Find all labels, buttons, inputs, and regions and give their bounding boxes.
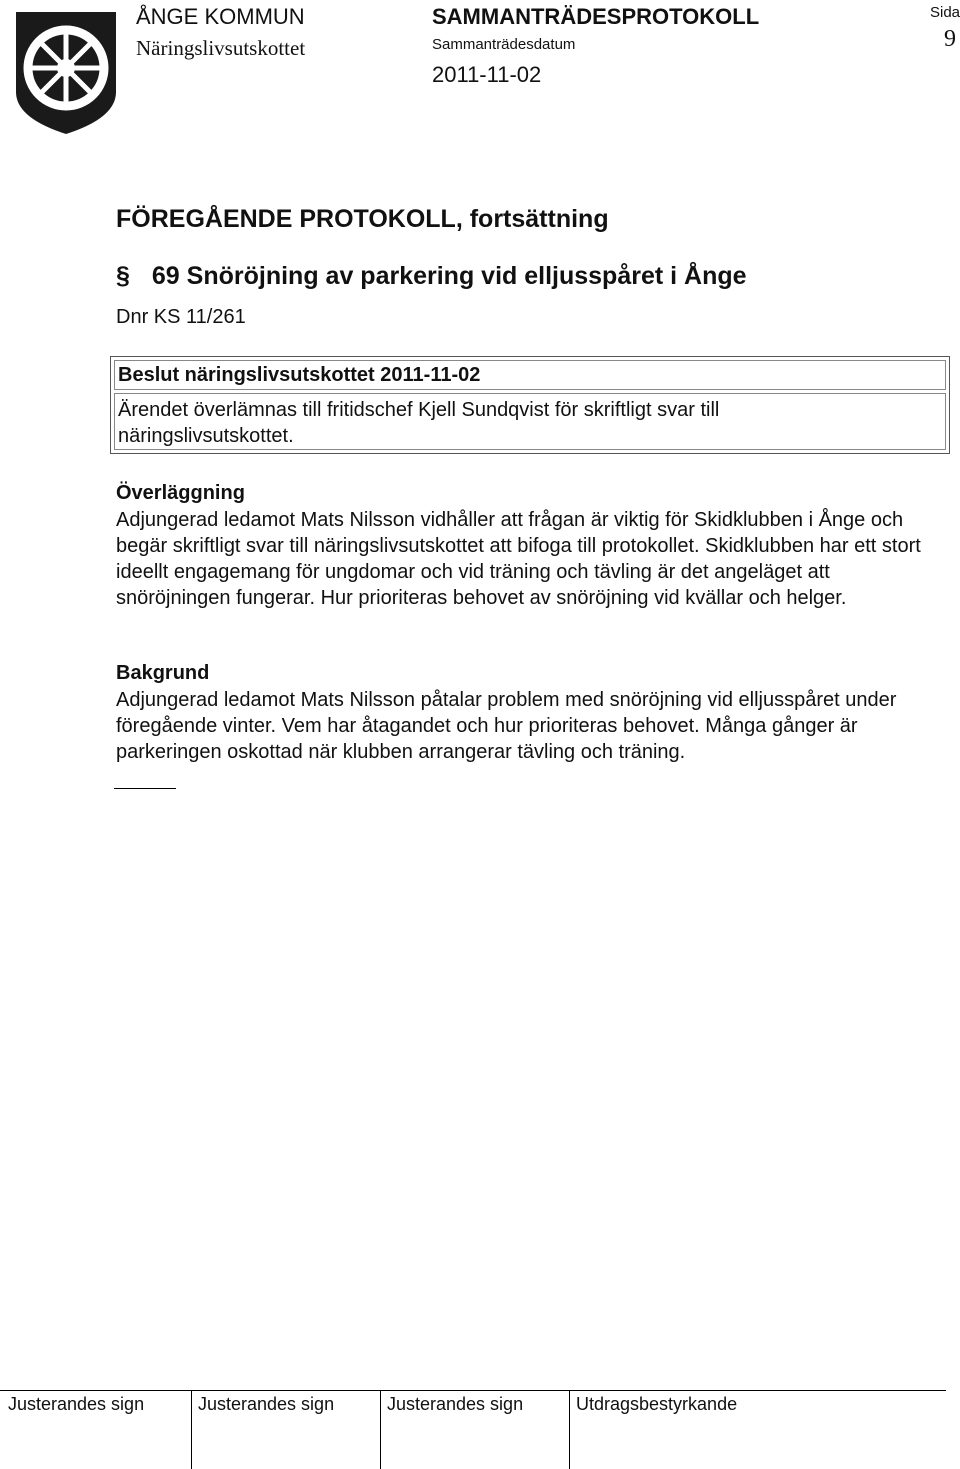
organization-name: ÅNGE KOMMUN: [136, 4, 305, 29]
deliberation-text: Adjungerad ledamot Mats Nilsson vidhåller att frågan är viktig för Skidklubben i Ånge och begär skriftligt svar till näringslivsutskottet att bifoga till protokollet. Skidklubben har ett stort ideellt engagemang för ungdomar och vid träning och tävling är det angeläget att snöröjningen fungerar. Hur prioriteras behovet av snöröjning vid kvällar och helger.: [116, 509, 921, 609]
background-text: Adjungerad ledamot Mats Nilsson påtalar problem med snöröjning vid elljusspåret under föregående vinter. Vem har åtagandet och hur prioriteras behovet. Många gånger är parkeringen oskottad när klubben arrangerar tävling och träning.: [116, 689, 897, 763]
page-number: 9: [944, 26, 956, 52]
paragraph-heading: [116, 262, 747, 291]
document-type: SAMMANTRÄDESPROTOKOLL: [432, 4, 760, 29]
paragraph-symbol: §: [116, 262, 130, 290]
decision-title: Beslut näringslivsutskottet 2011-11-02: [118, 364, 481, 386]
footer-certification: Utdragsbestyrkande: [576, 1394, 738, 1414]
date-label: Sammanträdesdatum: [432, 36, 576, 53]
footer-sign-1: Justerandes sign: [8, 1394, 145, 1414]
footer-sign-3: Justerandes sign: [387, 1394, 524, 1414]
footer-rule: [0, 1390, 946, 1391]
footer-divider: [569, 1390, 570, 1469]
background-heading: Bakgrund: [116, 662, 210, 684]
decision-title-cell: [114, 360, 946, 390]
municipality-logo: [8, 6, 124, 138]
case-number: Dnr KS 11/261: [116, 306, 246, 328]
decision-box: [110, 356, 950, 454]
paragraph-title: Snöröjning av parkering vid elljusspåret i Ånge: [186, 262, 747, 290]
meeting-date: 2011-11-02: [432, 62, 542, 87]
deliberation-heading: Överläggning: [116, 482, 245, 504]
footer-divider: [380, 1390, 381, 1469]
page-label: Sida: [930, 4, 960, 21]
committee-name: Näringslivsutskottet: [136, 36, 306, 60]
footer-sign-2: Justerandes sign: [198, 1394, 335, 1414]
footer-divider: [191, 1390, 192, 1469]
end-rule: [114, 788, 176, 789]
coat-of-arms-icon: [8, 6, 124, 138]
decision-text-cell: [114, 393, 946, 450]
decision-text: Ärendet överlämnas till fritidschef Kjell Sundqvist för skriftligt svar till näringslivsutskottet.: [118, 399, 720, 447]
paragraph-number: 69: [151, 262, 180, 290]
section-heading: FÖREGÅENDE PROTOKOLL, fortsättning: [116, 205, 609, 233]
